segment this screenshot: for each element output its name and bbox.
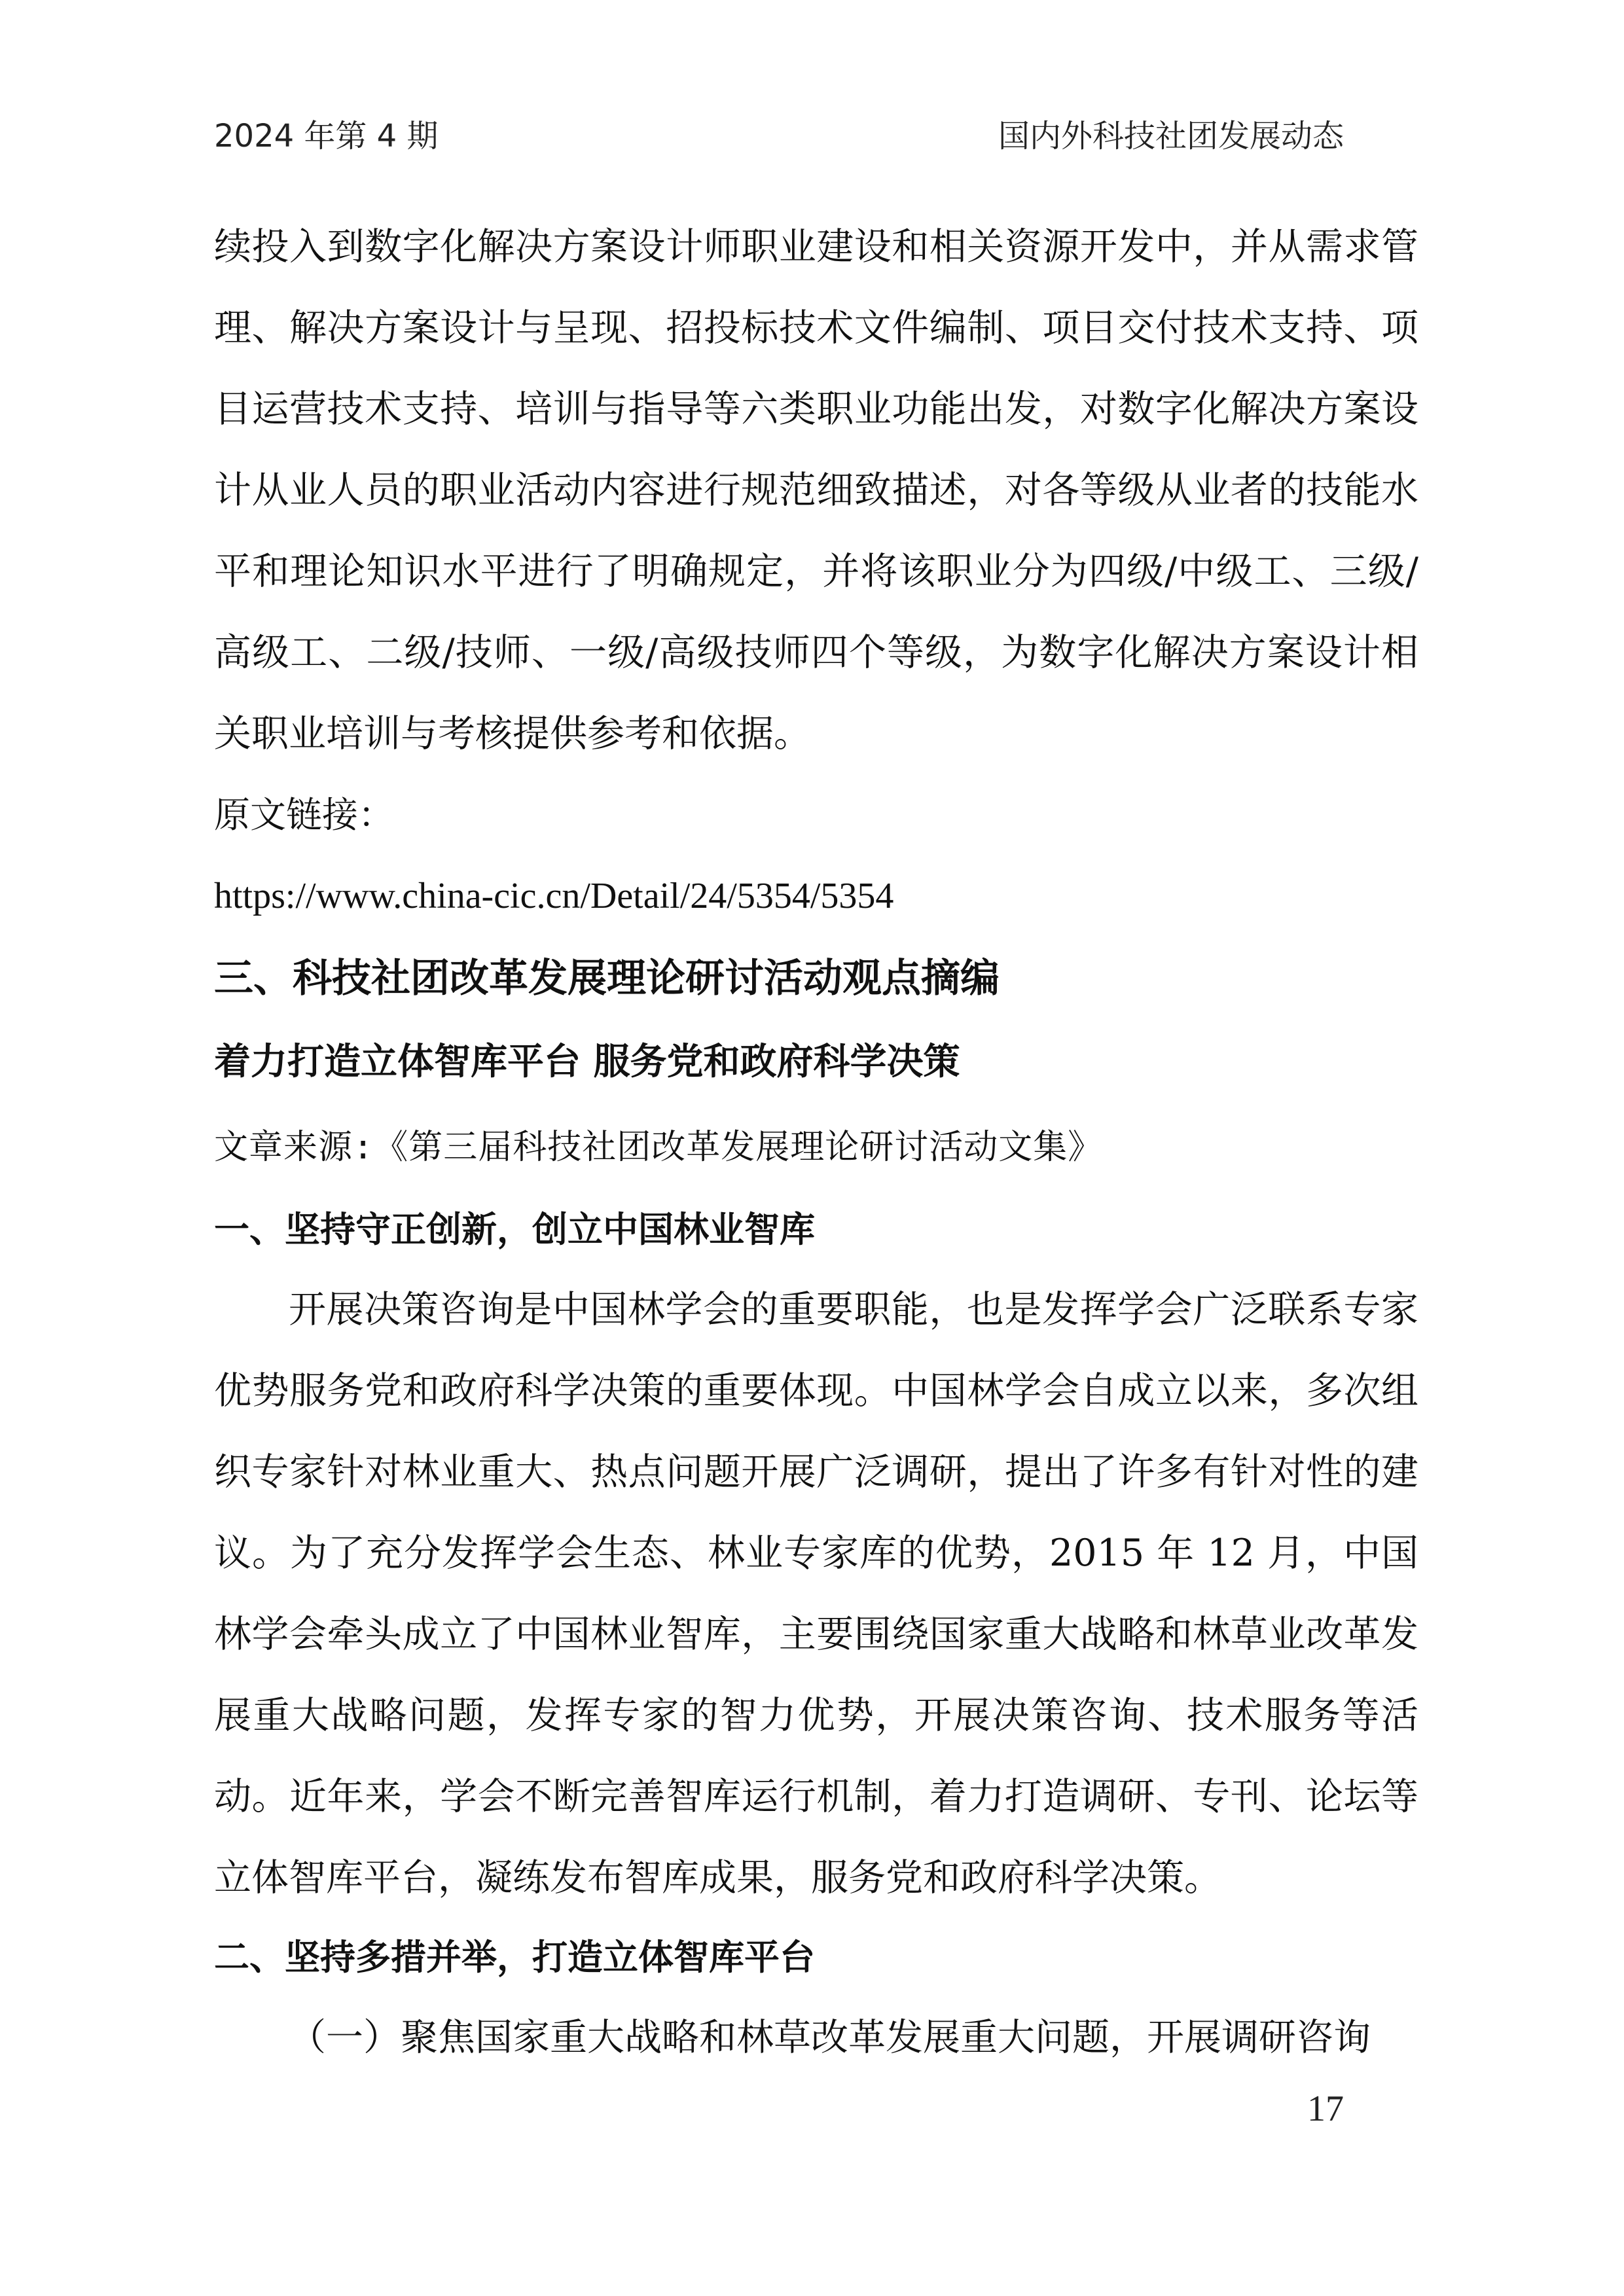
page-content bbox=[214, 206, 1418, 2078]
paragraph-continued: 续投入到数字化解决方案设计师职业建设和相关资源开发中，并从需求管理、解决方案设计与呈现、招投标技术文件编制、项目交付技术支持、项目运营技术支持、培训与指导等六类职业功能出发，对数字化解决方案设计从业人员的职业活动内容进行规范细致描述，对各等级从业者的技能水平和理论知识水平进行了明确规定，并将该职业分为四级/中级工、三级/高级工、二级/技师、一级/高级技师四个等级，为数字化解决方案设计相关职业培训与考核提供参考和依据。 bbox=[214, 225, 1418, 755]
page-header bbox=[214, 110, 1344, 162]
article-source: 文章来源:《第三届科技社团改革发展理论研讨活动文集》 bbox=[214, 1128, 1103, 1167]
source-link-label: 原文链接： bbox=[214, 794, 395, 836]
publication-title: 国内外科技社团发展动态 bbox=[998, 118, 1344, 154]
page-number: 17 bbox=[1307, 2089, 1344, 2129]
subheading-1: 一、坚持守正创新，创立中国林业智库 bbox=[214, 1209, 815, 1250]
paragraph-forestry-think-tank: 开展决策咨询是中国林学会的重要职能，也是发挥学会广泛联系专家优势服务党和政府科学决策的重要体现。中国林学会自成立以来，多次组织专家针对林业重大、热点问题开展广泛调研，提出了许多有针对性的建议。为了充分发挥学会生态、林业专家库的优势，2015 年 12 月，中国林学会牵头成立了中国林业智库，主要围绕国家重大战略和林草业改革发展重大战略问题，发挥专家的智力优势，开展决策咨询、技术服务等活动。近年来，学会不断完善智库运行机制，着力打造调研、专刊、论坛等立体智库平台，凝练发布智库成果，服务党和政府科学决策。 bbox=[214, 1288, 1418, 1899]
paragraph-item-1: （一）聚焦国家重大战略和林草改革发展重大问题，开展调研咨询 bbox=[289, 2016, 1371, 2059]
section-heading: 三、科技社团改革发展理论研讨活动观点摘编 bbox=[214, 956, 1000, 1001]
subheading-2: 二、坚持多措并举，打造立体智库平台 bbox=[214, 1937, 815, 1978]
issue-label: 2024 年第 4 期 bbox=[214, 118, 439, 154]
article-title: 着力打造立体智库平台 服务党和政府科学决策 bbox=[214, 1041, 960, 1083]
source-link-url[interactable]: https://www.china-cic.cn/Detail/24/5354/5354 bbox=[214, 876, 894, 916]
